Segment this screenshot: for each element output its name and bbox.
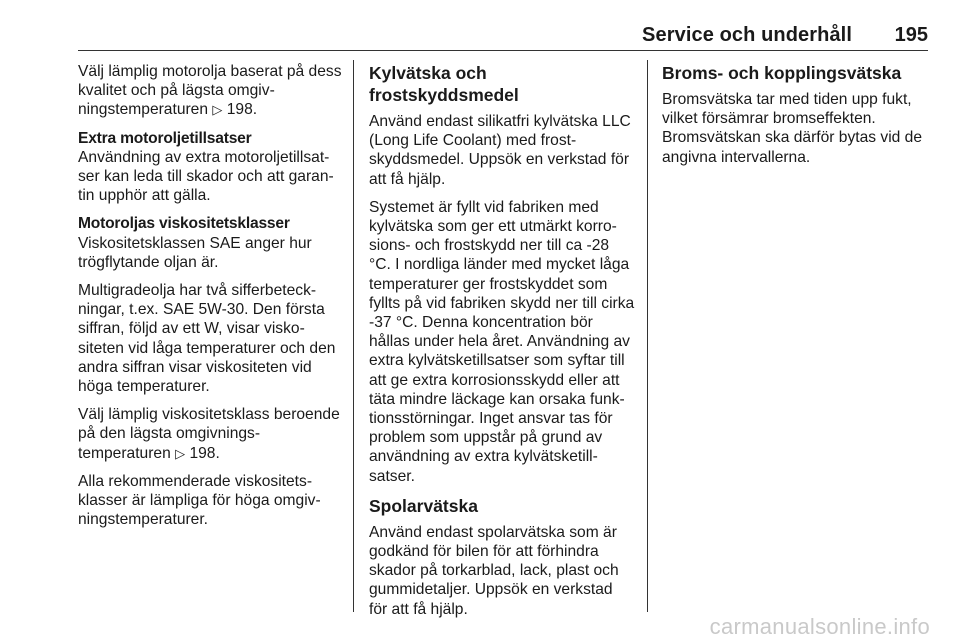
header-divider <box>78 50 928 51</box>
paragraph-extra-additives: Användning av extra motoroljetillsatser kan leda till skador och att garantin upphör att gälla. <box>78 148 334 205</box>
paragraph-viscosity-2: Multigradeolja har två sifferbeteckningar, t.ex. SAE 5W-30. Den första siffran, följd av ett W, visar viskositeten vid låga temperaturer och den andra siffran visar viskositeten vid höga temperaturer. <box>78 282 336 396</box>
paragraph-washer-fluid: Använd endast spolarvätska som är godkänd för bilen för att förhindra skador på torkarblad, lack, plast och gummidetaljer. Uppsök en verkstad för att få hjälp. <box>369 523 619 618</box>
paragraph-viscosity-3: Välj lämplig viskositetsklass beroende på den lägsta omgivningstemperaturen ▷ 198. <box>78 406 340 462</box>
page-ref-link[interactable]: 198. <box>189 444 220 462</box>
section-title: Service och underhåll <box>642 24 852 46</box>
arrow-ref-icon: ▷ <box>212 102 223 118</box>
arrow-ref-icon: ▷ <box>175 445 186 461</box>
heading-coolant: Kylvätska och frostskyddsmedel <box>369 63 519 105</box>
column-1 <box>78 62 344 538</box>
subheading-extra-additives: Extra motoroljetillsatser <box>78 129 252 147</box>
page-ref-link[interactable]: 198. <box>226 101 258 119</box>
paragraph-viscosity-4: Alla rekommenderade viskositetsklasser är lämpliga för höga omgivningstemperaturer. <box>78 472 321 529</box>
paragraph-viscosity-1: Viskositetsklassen SAE anger hur trögflytande oljan är. <box>78 234 312 271</box>
page-header <box>78 24 928 50</box>
paragraph-coolant-2: Systemet är fyllt vid fabriken med kylvätska som ger ett utmärkt korrosions- och frostskydd ner till ca -28 °C. I nordliga länder med mycket låga temperaturer ger frostskyddet som fyllts på vid fabriken skydd ner till cirka -37 °C. Denna koncentration bör hållas under hela året. Användning av extra kylvätsketillsatser som syftar till att ge extra korrosionsskydd eller att täta mindre läckage kan orsaka funktionsstörningar. Inget ansvar tas för problem som uppstår på grund av användning av extra kylvätsketillsatser. <box>369 198 635 485</box>
page-number: 195 <box>894 24 928 46</box>
subheading-viscosity: Motoroljas viskositetsklasser <box>78 215 290 233</box>
watermark: carmanualsonline.info <box>709 614 930 639</box>
heading-washer-fluid: Spolarvätska <box>369 495 478 516</box>
column-2 <box>369 62 635 628</box>
column-divider-1 <box>353 60 354 612</box>
column-3 <box>662 62 930 176</box>
paragraph-brake-fluid: Bromsvätska tar med tiden upp fukt, vilket försämrar bromseffekten. Bromsvätskan ska därför bytas vid de angivna intervallerna. <box>662 91 923 166</box>
paragraph-coolant-1: Använd endast silikatfri kylvätska LLC (Long Life Coolant) med frostskyddsmedel. Uppsök en verkstad för att få hjälp. <box>369 113 631 188</box>
paragraph-oil-choice: Välj lämplig motorolja baserat på dess kvalitet och på lägsta omgivningstemperaturen ▷ 198. <box>78 63 342 119</box>
column-divider-2 <box>647 60 648 612</box>
heading-brake-fluid: Broms- och kopplingsvätska <box>662 63 902 83</box>
